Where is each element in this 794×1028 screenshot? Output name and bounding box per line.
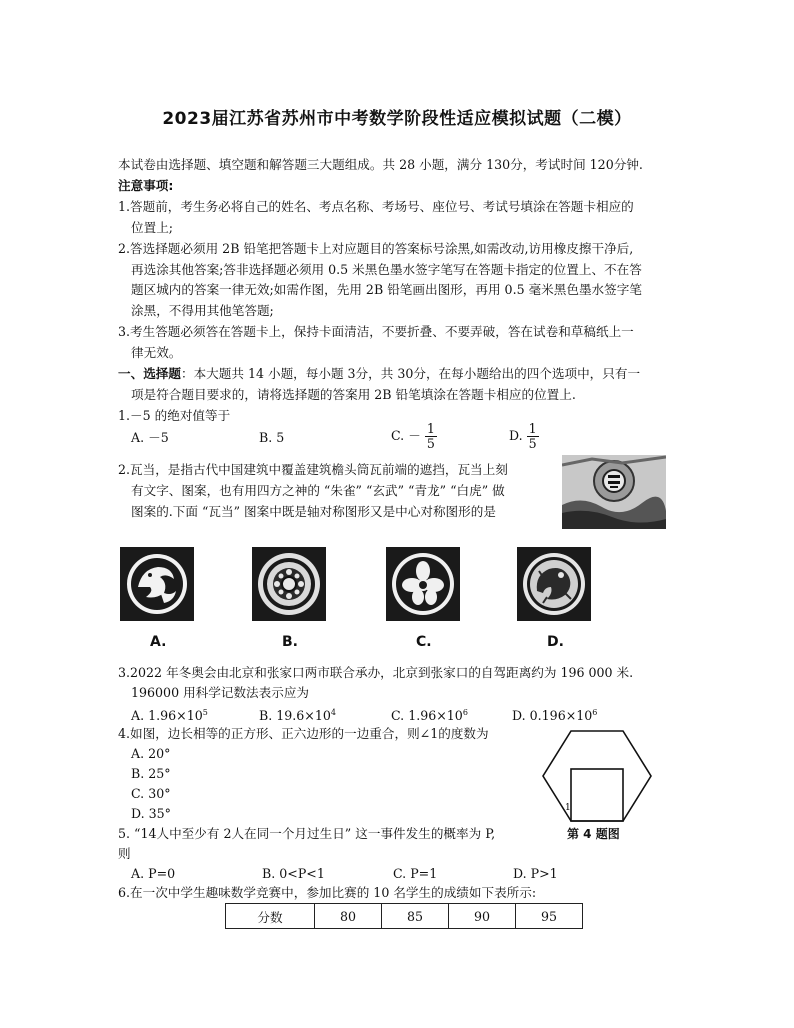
table-header-cell: 分数 (226, 904, 315, 929)
q1-option-c-fraction (425, 422, 437, 451)
q4-option-c: C. 30° (131, 786, 171, 801)
note-2-line-c: 题区城内的答案一律无效;如需作图，先用 2B 铅笔画出图形，再用 0.5 毫米黑色墨水签字笔 (131, 282, 642, 297)
fraction-denominator: 5 (528, 436, 537, 451)
note-1-line-b: 位置上; (131, 220, 174, 235)
note-3-line-b: 律无效。 (131, 345, 182, 360)
q3-option-a (131, 705, 208, 724)
table-cell: 85 (382, 904, 449, 929)
wadang-photo (562, 455, 666, 529)
notes-heading: 注意事项: (118, 178, 174, 193)
tile-b-label: B. (282, 634, 298, 650)
q3-option-b-base: B. 19.6×10 (259, 708, 331, 724)
q1-option-d (509, 422, 539, 451)
note-2-line-b: 再选涂其他答案;答非选择题必须用 0.5 米黑色墨水签字笔写在答题卡指定的位置上、不在答 (131, 262, 642, 277)
q2-line-b: 有文字、图案，也有用四方之神的 “朱雀” “玄武” “青龙” “白虎” 做 (131, 483, 505, 498)
table-row (226, 904, 583, 929)
q6-stem: 6.在一次中学生趣味数学竞赛中，参加比赛的 10 名学生的成绩如下表所示: (118, 885, 537, 900)
note-2-line-a: 2.答选择题必须用 2B 铅笔把答题卡上对应题目的答案标号涂黑,如需改动,访用橡皮擦干净后, (118, 241, 634, 256)
note-1-line-a: 1.答题前，考生务必将自己的姓名、考点名称、考场号、座位号、考试号填涂在答题卡相应的 (118, 199, 634, 214)
tile-d-beast (517, 547, 591, 621)
q3-option-c (391, 705, 468, 724)
section-1-intro-line-b: 项是符合题目要求的，请将选择题的答案用 2B 铅笔填涂在答题卡相应的位置上. (131, 387, 576, 402)
q4-figure-caption: 第 4 题图 (567, 827, 620, 841)
q4-option-a: A. 20° (131, 746, 171, 761)
q1-stem: 1.－5 的绝对值等于 (118, 408, 231, 423)
wadang-photo-drawing (562, 455, 666, 529)
tile-a-label: A. (150, 634, 167, 650)
table-cell: 95 (516, 904, 583, 929)
q1-option-a: A. －5 (131, 430, 169, 445)
q1-option-b: B. 5 (259, 430, 285, 445)
tile-c-drawing (386, 547, 460, 621)
section-1-intro-line-a (118, 366, 640, 382)
tile-a-dragon (120, 547, 194, 621)
q4-figure (538, 728, 656, 828)
tile-b-drawing (252, 547, 326, 621)
q5-option-c: C. P=1 (393, 866, 438, 881)
q1-option-c-prefix: C. － (391, 428, 421, 443)
tile-b-rings (252, 547, 326, 621)
fraction-numerator: 1 (426, 421, 435, 436)
q3-line-b: 196000 用科学记数法表示应为 (131, 685, 310, 700)
q3-option-a-base: A. 1.96×10 (131, 708, 203, 724)
page-title: 2023届江苏省苏州市中考数学阶段性适应模拟试题（二模） (162, 109, 632, 129)
tile-c-label: C. (416, 634, 432, 650)
tile-c-flower (386, 547, 460, 621)
table-cell: 90 (449, 904, 516, 929)
q3-option-d-base: D. 0.196×10 (512, 708, 593, 724)
q5-line-a: 5. “14人中至少有 2人在同一个月过生日” 这一事件发生的概率为 P, (118, 826, 496, 841)
tile-d-drawing (517, 547, 591, 621)
q3-option-c-exponent: 6 (462, 708, 468, 717)
q5-option-d: D. P>1 (513, 866, 558, 881)
q6-score-table (225, 903, 583, 929)
q1-option-c (391, 422, 437, 451)
tile-d-label: D. (547, 634, 564, 650)
q4-option-b: B. 25° (131, 766, 171, 781)
q2-line-c: 图案的.下面 “瓦当” 图案中既是轴对称图形又是中心对称图形的是 (131, 504, 496, 519)
angle-1-label: 1 (565, 803, 571, 813)
section-1-heading: 一、选择题 (118, 366, 181, 381)
section-1-text: ：本大题共 14 小题，每小题 3分，共 30分，在每小题给出的四个选项中，只有一 (180, 366, 641, 381)
fraction-numerator: 1 (528, 421, 537, 436)
q2-line-a: 2.瓦当，是指古代中国建筑中覆盖建筑檐头筒瓦前端的遮挡，瓦当上刻 (118, 462, 508, 477)
q5-line-b: 则 (118, 846, 131, 861)
q3-option-a-exponent: 5 (202, 708, 208, 717)
q1-option-d-fraction (527, 422, 539, 451)
q4-stem: 4.如图，边长相等的正方形、正六边形的一边重合，则∠1的度数为 (118, 726, 489, 741)
q3-option-b (259, 705, 336, 724)
q5-option-b: B. 0<P<1 (262, 866, 325, 881)
q4-option-d: D. 35° (131, 806, 171, 821)
table-cell: 80 (315, 904, 382, 929)
square-shape (571, 769, 623, 821)
note-2-line-d: 涂黑，不得用其他笔答题; (131, 303, 274, 318)
q3-option-d (512, 705, 597, 724)
fraction-denominator: 5 (426, 436, 435, 451)
q1-option-d-prefix: D. (509, 428, 523, 443)
hexagon-shape (543, 731, 651, 821)
exam-intro: 本试卷由选择题、填空题和解答题三大题组成。共 28 小题，满分 130分，考试时间 120分钟. (118, 157, 643, 172)
q5-option-a: A. P=0 (131, 866, 176, 881)
q3-line-a: 3.2022 年冬奥会由北京和张家口两市联合承办，北京到张家口的自驾距离约为 196 000 米. (118, 665, 634, 680)
q3-option-b-exponent: 4 (330, 708, 336, 717)
q3-option-c-base: C. 1.96×10 (391, 708, 463, 724)
tile-a-drawing (120, 547, 194, 621)
note-3-line-a: 3.考生答题必须答在答题卡上，保持卡面清洁，不要折叠、不要弄破，答在试卷和草稿纸上一 (118, 324, 634, 339)
q3-option-d-exponent: 6 (592, 708, 598, 717)
